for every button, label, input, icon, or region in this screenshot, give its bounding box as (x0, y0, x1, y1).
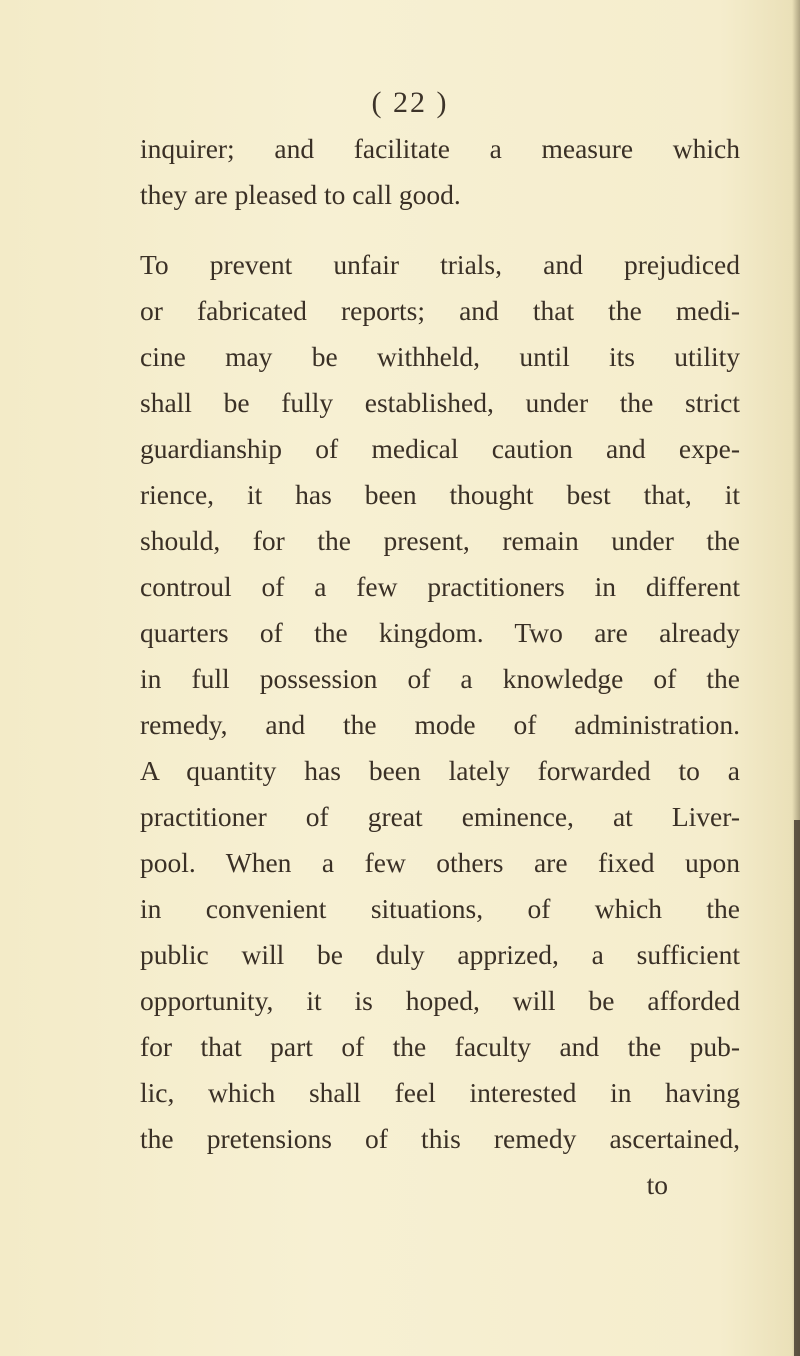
text-line: shall be fully established, under the strict (140, 387, 740, 418)
page-edge-binding (794, 820, 800, 1356)
text-line: controul of a few practitioners in different (140, 571, 740, 602)
catchword: to (646, 1169, 668, 1200)
text-line: the pretensions of this remedy ascertained, (140, 1123, 740, 1154)
text-line: opportunity, it is hoped, will be afforded (140, 985, 740, 1016)
text-line: in full possession of a knowledge of the (140, 663, 740, 694)
text-line: remedy, and the mode of administration. (140, 709, 740, 740)
text-line: cine may be withheld, until its utility (140, 341, 740, 372)
text-line: practitioner of great eminence, at Liver- (140, 801, 740, 832)
page-number: ( 22 ) (371, 86, 449, 119)
text-line: quarters of the kingdom. Two are already (140, 617, 740, 648)
text-line: lic, which shall feel interested in having (140, 1077, 740, 1108)
body-text (140, 126, 740, 1208)
text-line: in convenient situations, of which the (140, 893, 740, 924)
text-line: public will be duly apprized, a sufficient (140, 939, 740, 970)
paragraph-2 (140, 242, 740, 1162)
text-line: inquirer; and facilitate a measure which (140, 133, 740, 164)
text-line: To prevent unfair trials, and prejudiced (140, 249, 740, 280)
text-line: A quantity has been lately forwarded to a (140, 755, 740, 786)
text-line: or fabricated reports; and that the medi- (140, 295, 740, 326)
text-line: they are pleased to call good. (140, 179, 461, 210)
text-line: for that part of the faculty and the pub- (140, 1031, 740, 1062)
text-line: rience, it has been thought best that, it (140, 479, 740, 510)
text-line: pool. When a few others are fixed upon (140, 847, 740, 878)
paragraph-1 (140, 126, 740, 218)
text-line: should, for the present, remain under the (140, 525, 740, 556)
text-line: guardianship of medical caution and expe- (140, 433, 740, 464)
